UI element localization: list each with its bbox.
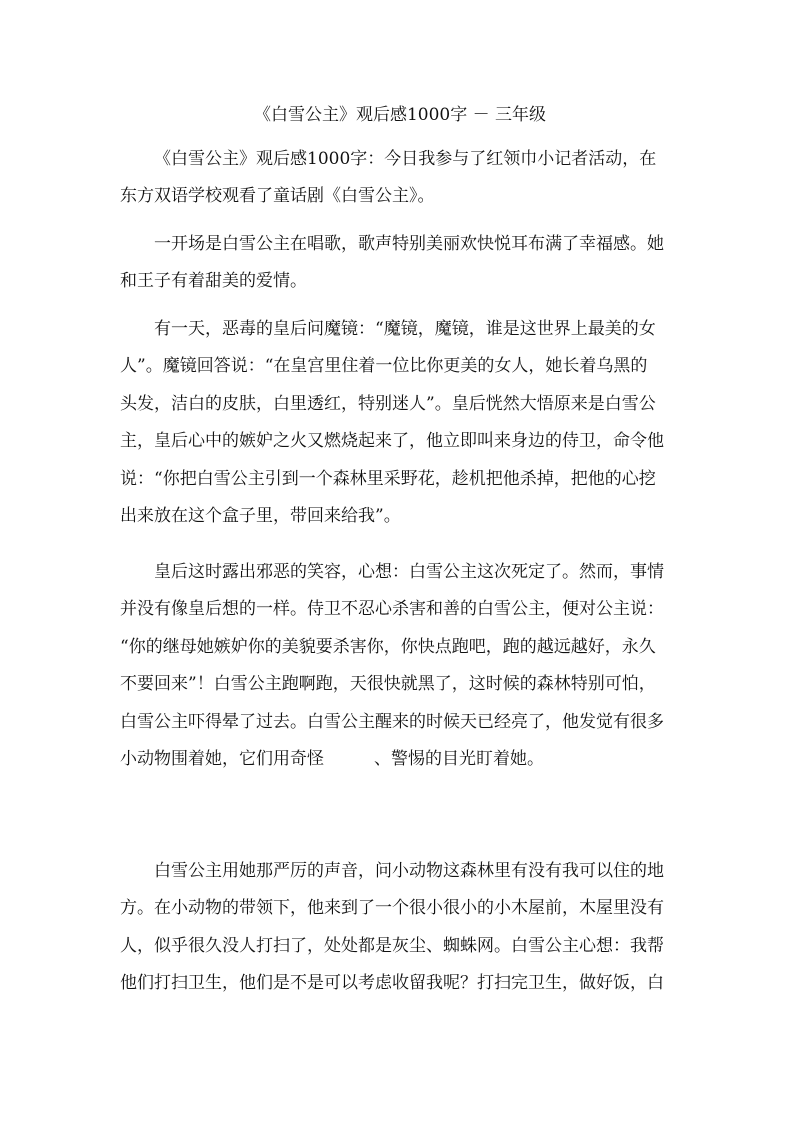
paragraph-4 [120, 554, 690, 778]
text-line: 一开场是白雪公主在唱歌，歌声特别美丽欢快悦耳布满了幸福感。她 [154, 234, 664, 254]
text-line: 东方双语学校观看了童话剧《白雪公主》。 [120, 186, 435, 207]
paragraph-5 [120, 853, 690, 1003]
text-line: 和王子有着甜美的爱情。 [120, 271, 307, 292]
text-line: 头发，洁白的皮肤，白里透红，特别迷人”。皇后恍然大悟原来是白雪公 [120, 393, 656, 414]
text-line: 白雪公主吓得晕了过去。白雪公主醒来的时候天已经亮了，他发觉有很多 [120, 711, 664, 732]
text-line: 说：“你把白雪公主引到一个森林里采野花，趁机把他杀掉，把他的心挖 [120, 468, 656, 489]
text-line: 皇后这时露出邪恶的笑容，心想：白雪公主这次死定了。然而，事情 [154, 562, 664, 582]
text-line: 方。在小动物的带领下，他来到了一个很小很小的小木屋前，木屋里没有 [120, 898, 664, 919]
text-line: 有一天，恶毒的皇后问魔镜：“魔镜，魔镜，谁是这世界上最美的女 [154, 319, 656, 339]
paragraph-1 [120, 141, 690, 216]
text-line: 并没有像皇后想的一样。侍卫不忍心杀害和善的白雪公主，便对公主说： [120, 599, 664, 620]
text-line: 不要回来”！白雪公主跑啊跑，天很快就黑了，这时候的森林特别可怕， [120, 674, 656, 695]
text-line: 他们打扫卫生，他们是不是可以考虑收留我呢？打扫完卫生，做好饭，白 [120, 973, 664, 994]
text-line: 人”。魔镜回答说：“在皇宫里住着一位比你更美的女人，她长着乌黑的 [120, 356, 648, 377]
text-line: 出来放在这个盒子里，带回来给我”。 [120, 505, 401, 526]
text-line: 人，似乎很久没人打扫了，处处都是灰尘、蜘蛛网。白雪公主心想：我帮 [120, 935, 664, 956]
text-line [120, 741, 690, 778]
text-line: “你的继母她嫉妒你的美貌要杀害你，你快点跑吧，跑的越远越好，永久 [120, 636, 656, 657]
text-segment: 、警惕的目光盯着她。 [374, 748, 544, 769]
text-line: 主，皇后心中的嫉妒之火又燃烧起来了，他立即叫来身边的侍卫，命令他 [120, 431, 664, 452]
paragraph-2 [120, 226, 690, 301]
text-segment: 小动物围着她，它们用奇怪 [120, 748, 324, 769]
document-title: 《白雪公主》观后感1000字 － 三年级 [253, 105, 547, 125]
text-line: 白雪公主用她那严厉的声音，问小动物这森林里有没有我可以住的地 [154, 861, 664, 881]
text-line: 《白雪公主》观后感1000字：今日我参与了红领巾小记者活动，在 [154, 149, 657, 169]
paragraph-3 [120, 311, 690, 535]
